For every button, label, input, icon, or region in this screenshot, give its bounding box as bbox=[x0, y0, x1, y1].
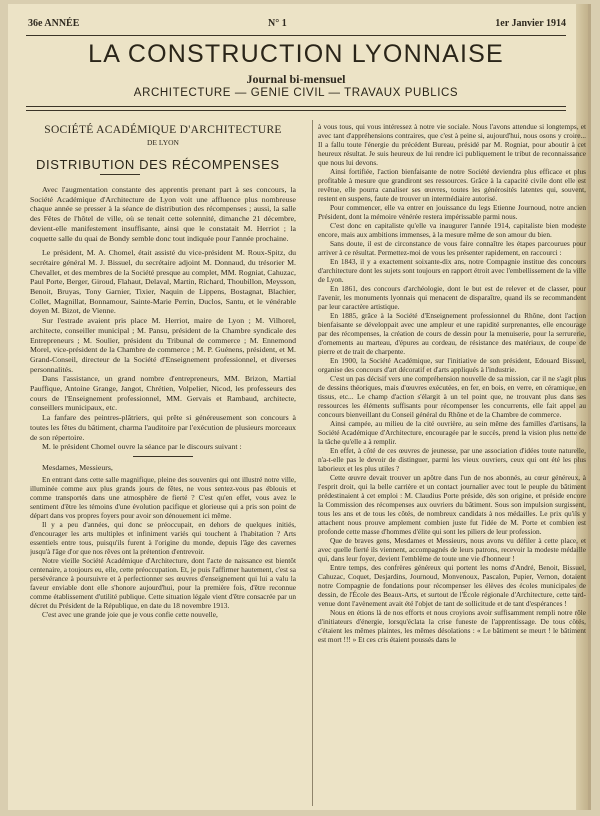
speech-paragraph: En effet, à côté de ces œuvres de jeunesse, par une association d'idées toute naturelle, n'a-t-elle pas le devoir de distinguer, parmi les vieux ouvriers, ceux qui ont été les plus laborieux et les plus utiles ? bbox=[318, 446, 586, 473]
column-separator bbox=[312, 120, 313, 806]
masthead-rule-thick bbox=[26, 106, 566, 107]
speech-paragraph: Ainsi campée, au milieu de la cité ouvrière, au sein même des familles d'artisans, la Société Académique d'Architecture, encouragée par le succès, prend la vision plus nette de la tâche qu'elle a à remplir. bbox=[318, 419, 586, 446]
society-heading: SOCIÉTÉ ACADÉMIQUE D'ARCHITECTURE bbox=[44, 124, 282, 136]
speech-paragraph: Notre vieille Société Académique d'Architecture, dont l'acte de naissance est bientôt centenaire, a toujours eu, elle, cette préoccupation. Et, je puis l'affirmer hautement, c'est sa persévérance à poursuivre et à perfectionner ses œuvres d'enseignement qui lui a valu la faveur enviable dont elle s'honore aujourd'hui, pour la première fois, d'être reconnue comme établissement d'utilité publique. Cette situation légale vient d'être consacrée par un décret du Président de la République, en date du 18 novembre 1913. bbox=[30, 555, 296, 610]
speech-paragraph: En entrant dans cette salle magnifique, pleine des souvenirs qui ont illustré notre ville, illuminée comme aux plus grands jours de fêtes, ne vous sentez-vous pas éblouis et comme transportés dans une atmosphère de fierté ? C'est qu'en effet, vous avez le sentiment d'être les témoins d'une évolution pacifique et glorieuse qui a pris son point de départ dans vos propres foyers pour avoir son dénouement ici même. bbox=[30, 474, 296, 520]
speech-paragraph: C'est un pas décisif vers une compréhension nouvelle de sa mission, car il ne s'agit plus de dessins théoriques, mais d'œuvres exécutées, en fer, en bois, en verre, en céramique, en tissus, etc... Le champ d'action s'élargit à un tel point que, ne trouvant plus dans ses ressources les éléments suffisants pour récompenser les concurrents, elle fait appel au concours bienveillant du Conseil général du Rhône et de la Chambre de commerce. bbox=[318, 374, 586, 419]
speech-paragraph: Cette œuvre devait trouver un apôtre dans l'un de nos abonnés, au cœur généreux, à l'esprit droit, qui la belle carrière et un contact journalier avec tout le peuple du bâtiment prédestinaient à cet emploi : M. Claudius Porte préside, dès son origine, et préside encore la Commission des récompenses aux ouvriers du bâtiment. Sous son impulsion surgissent, tous les ans et de tous les côtés, de nombreux candidats à nos médailles. Le prix qu'ils y attachent nous prouve amplement combien juste fut l'idée de M. Porte et combien est profonde cette masse d'hommes d'élite qui sont les piliers de leur profession. bbox=[318, 473, 586, 536]
right-column bbox=[318, 122, 586, 808]
section-rule bbox=[133, 456, 193, 457]
masthead-title: LA CONSTRUCTION LYONNAISE bbox=[88, 40, 504, 68]
heading-rule bbox=[100, 174, 140, 175]
masthead-tagline: ARCHITECTURE — GENIE CIVIL — TRAVAUX PUBLICS bbox=[133, 87, 459, 99]
speech-paragraph: à vous tous, qui vous intéressez à notre vie sociale. Nous l'avons attendue si longtemps, et avec tant d'appréhensions contraires, que c'est à peine si, aujourd'hui, nous osons y croire... Il a fallu toute l'énergie du précédent Bureau, présidé par M. Rogniat, pour aboutir à cet heureux résultat. Je suis heureux de lui rendre ici publiquement le tribut de reconnaissance que nous lui devons. bbox=[318, 122, 586, 167]
paragraph: M. le président Chomel ouvre la séance par le discours suivant : bbox=[42, 442, 242, 452]
paragraph: Avec l'augmentation constante des apprentis prenant part à ses concours, la Société Académique d'Architecture de Lyon voit une affluence plus nombreuse chaque année se presser à la séance de distribution des récompenses ; aussi, la salle des Fêtes de l'hôtel de ville, où se tenait cette solennité, dimanche 21 décembre, devient-elle manifestement insuffisante, ainsi que le constatait M. Herriot ; la coquette salle du quai de Bondy semble donc tout indiquée pour l'année prochaine. bbox=[30, 185, 296, 243]
issue-header bbox=[28, 18, 566, 32]
masthead-rule-thin bbox=[26, 110, 566, 111]
society-city: DE LYON bbox=[147, 138, 179, 147]
speech-paragraph: En 1861, des concours d'archéologie, dont le but est de relever et de classer, pour l'avenir, les monuments lyonnais qui menacent de disparaître, quand ils se recommandent par leur caractère artistique. bbox=[318, 284, 586, 311]
left-column bbox=[30, 122, 296, 808]
speech-paragraph: En 1900, la Société Académique, sur l'initiative de son président, Edouard Bissuel, organise des concours d'art décoratif et d'arts appliqués à l'industrie. bbox=[318, 356, 586, 374]
speech-paragraph: Il y a peu d'années, qui donc se préoccupait, en dehors de quelques initiés, d'encourager les arts multiples et infiniment variés qui touchent à l'habitation ? Arts essentiels entre tous, puisqu'ils furent à l'origine du monde, depuis l'âge des cavernes jusqu'à l'âge d'or que nos rêves ont la prétention d'entrevoir. bbox=[30, 519, 296, 556]
speech-paragraph: En 1843, il y a exactement soixante-dix ans, notre Compagnie institue des concours d'architecture dont les sujets sont toujours en rapport étroit avec l'embellissement de la ville de Lyon. bbox=[318, 257, 586, 284]
paragraph: La fanfare des peintres-plâtriers, qui prête si généreusement son concours à toutes les fêtes du bâtiment, charma l'auditoire par l'exécution de plusieurs morceaux de son répertoire. bbox=[30, 413, 296, 442]
issue-date: 1er Janvier 1914 bbox=[495, 18, 566, 29]
speech-paragraph: Pour commencer, elle va entrer en jouissance du legs Etienne Journoud, notre ancien Président, dont la mémoire vénérée restera impérissable parmi nous. bbox=[318, 203, 586, 221]
speech-salutation: Mesdames, Messieurs, bbox=[42, 462, 113, 472]
speech-paragraph: Sans doute, il est de circonstance de vous faire connaître les étapes parcourues pour arriver à ce résultat. Permettez-moi de vous les présenter rapidement, en raccourci : bbox=[318, 239, 586, 257]
masthead-subtitle: Journal bi-mensuel bbox=[246, 72, 346, 86]
issue-year: 36e ANNÉE bbox=[28, 18, 80, 29]
article-heading: DISTRIBUTION DES RÉCOMPENSES bbox=[36, 157, 280, 172]
speech-paragraph: Que de braves gens, Mesdames et Messieurs, nous avons vu défiler à cette place, et avec quelle fierté ils viennent, accompagnés de leurs patrons, recevoir la modeste médaille qui, dans leur foyer, devient l'emblème de toute une vie d'honneur ! bbox=[318, 536, 586, 563]
speech-paragraph: C'est avec une grande joie que je vous confie cette nouvelle, bbox=[42, 609, 218, 619]
speech-paragraph: Ainsi fortifiée, l'action bienfaisante de notre Société deviendra plus efficace et plus profitable à mesure que grandiront ses ressources. Grâce à la capacité civile dont elle est revêtue, elle pourra canaliser ses œuvres, toutes les générosités latentes qui, souvent, restent en suspens, faute de trouver un intermédiaire autorisé. bbox=[318, 167, 586, 203]
paragraph: Le président, M. A. Chomel, était assisté du vice-président M. Roux-Spitz, du secrétaire général M. J. Bissuel, du secrétaire adjoint M. Donnaud, du trésorier M. Chevallet, et des membres de la Société presque au complet, MM. Rogniat, Cahuzac, Paul Porte, Berger, Giroud, Flahaut, Delaval, Martin, Richard, Thoubillon, Meysson, Benoit, Bruyas, Tony Garnier, Tixier, Naquin de Lippens, Bostagnat, Blachier, Collet, Magnillat, Bonnamour, Sainte-Marie Perrin, Duclos, Santu, et le vénérable doyen M. Bizot, de Vienne. bbox=[30, 248, 296, 316]
speech-paragraph: Nous en étions là de nos efforts et nous croyions avoir suffisamment rempli notre rôle d'initiateurs d'énergie, lorsqu'éclata la crise funeste de l'apprentissage. De tous côtés, c'étaient les mêmes plaintes, les mêmes désolations : « Le bâtiment se meurt ! le bâtiment est mort !!! » Et ces cris étaient poussés dans le bbox=[318, 608, 586, 644]
paragraph: Sur l'estrade avaient pris place M. Herriot, maire de Lyon ; M. Vilhorel, architecte, conseiller municipal ; M. Pansu, président de la Chambre syndicale des Entrepreneurs ; M. Soulier, président du Tribunal de commerce ; M. Ennemond Morel, vice-président de la Chambre de commerce ; M. P. Guénens, président, et M. Grand-Conseil, directeur de la Société d'Enseignement professionnel, et diverses personnalités. bbox=[30, 316, 296, 374]
issue-number: N° 1 bbox=[268, 18, 287, 29]
header-rule bbox=[26, 35, 566, 36]
speech-paragraph: C'est donc en capitaliste qu'elle va inaugurer l'année 1914, capitaliste bien modeste encore, mais aux ambitions immenses, à la mesure même de son amour du bien. bbox=[318, 221, 586, 239]
speech-paragraph: En 1885, grâce à la Société d'Enseignement professionnel du Rhône, dont l'action bienfaisante se développait avec une ampleur et une rapidité surprenantes, elle encourage par des récompenses, la création de cours de dessin pour la menuiserie, pour la serrurerie, d'ornements au marteau, d'épures au cordeau, de résistance des matériaux, de coupe de pierre et de trait de charpente. bbox=[318, 311, 586, 356]
speech-paragraph: Entre temps, des confrères généreux qui portent les noms d'André, Benoit, Bissuel, Cahuzac, Coquet, Desjardins, Journoud, Monvenoux, Pascalon, Pupier, Vernon, dotaient notre Compagnie de fondations pour récompenser les élèves des écoles municipales de dessin, de l'École des Beaux-Arts, et surtout de l'École régionale d'Architecture, cette tard-venue dont l'avènement avait été l'objet de tant de sollicitude et de tant d'espérances ! bbox=[318, 563, 586, 608]
paragraph: Dans l'assistance, un grand nombre d'entrepreneurs, MM. Brizon, Martial Pauffique, Antoine Grange, Jangot, Chrétien, Volpelier, Nicod, les professeurs des cours de l'Enseignement professionnel, MM. Gervais et Rambaud, architecte, conseillers municipaux, etc. bbox=[30, 374, 296, 413]
newspaper-page bbox=[8, 4, 591, 810]
